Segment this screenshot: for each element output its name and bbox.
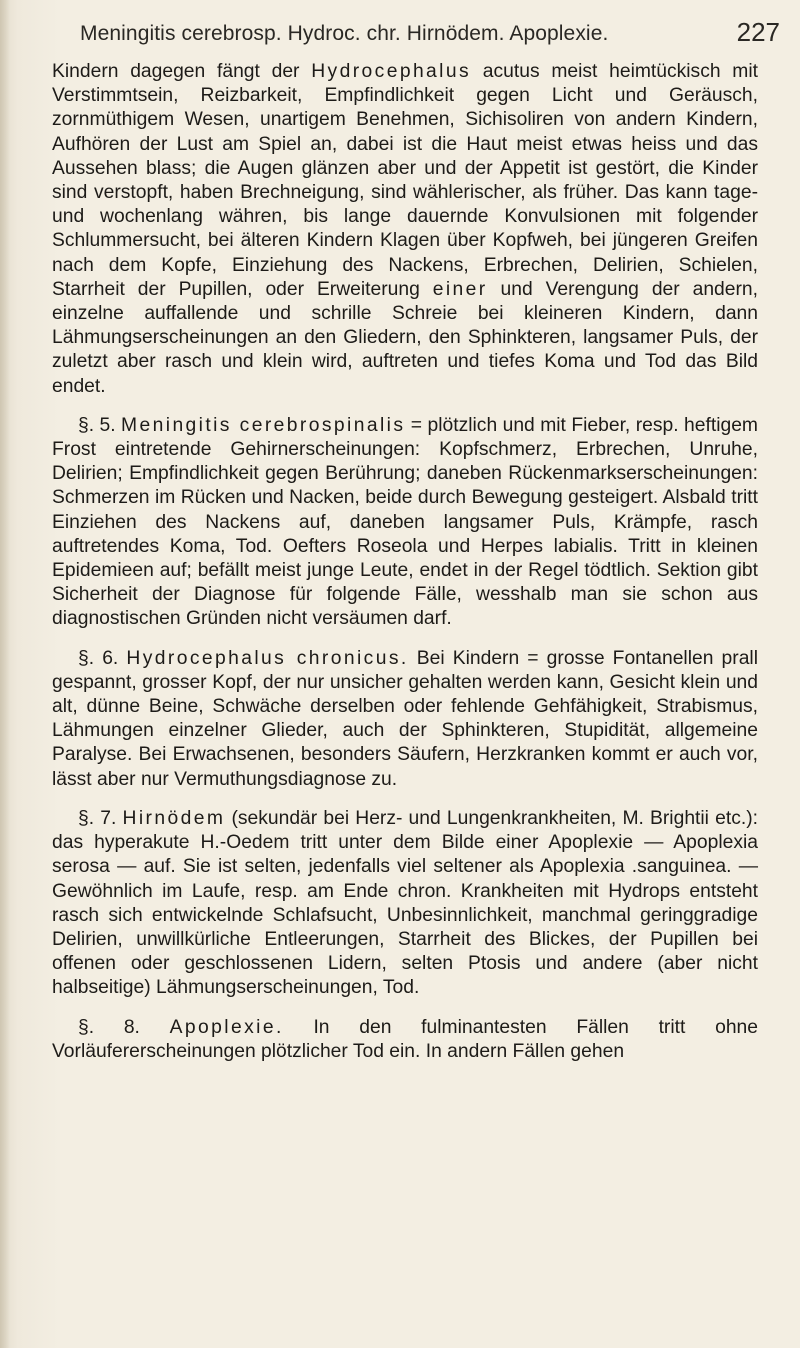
section-8-apoplexie: [52, 1016, 758, 1064]
running-title: Meningitis cerebrosp. Hydroc. chr. Hirnödem. Apoplexie.: [80, 22, 609, 45]
section-number: §. 8.: [78, 1016, 140, 1038]
paragraph-text: acutus meist heimtückisch mit Verstimmtsein, Reizbarkeit, Empfindlichkeit gegen Licht und Geräusch, zornmüthigem Wesen, unartigem Benehmen, Sichisoliren von andern Kindern, Aufhören der Lust am Spiel an, dabei ist die Haut meist etwas heiss und das Aussehen blass; die Augen glänzen aber und der Appetit ist gestört, die Kinder sind verstopft, haben Brechneigung, sind wählerischer, als früher. Das kann tage- und wochenlang währen, bis lange dauernde Konvulsionen mit folgender Schlummersucht, bei älteren Kindern Klagen über Kopfweh, bei jüngeren Greifen nach dem Kopfe, Einziehung des Nackens, Erbrechen, Delirien, Schielen, Starrheit der Pupillen, oder Erweiterung: [52, 61, 759, 300]
paragraph-text: Kindern dagegen fängt der: [52, 61, 312, 82]
paragraph-text: = plötzlich und mit Fieber, resp. heftigem Frost eintretende Gehirnerscheinungen: Kopfschmerz, Erbrechen, Unruhe, Delirien; Empfindlichkeit gegen Berührung; daneben Rückenmarkserscheinungen: Schmerzen im Rücken und Nacken, beide durch Bewegung gesteigert. Alsbald tritt Einziehen des Nackens auf, daneben langsamer Puls, Krämpfe, rasch auftretendes Koma, Tod. Oefters Roseola und Herpes labialis. Tritt in kleinen Epidemieen auf; befällt meist junge Leute, endet in der Regel tödtlich. Sektion gibt Sicherheit der Diagnose für folgende Fälle, wesshalb man sie schon aus diagnostischen Gründen nicht versäumen darf.: [52, 414, 758, 630]
page-header: [80, 14, 780, 54]
paragraph-text: In den fulminantesten Fällen tritt ohne Vorläufererscheinungen plötzlicher Tod ein. In andern Fällen gehen: [52, 1016, 758, 1062]
section-number: §. 6.: [78, 647, 119, 669]
emphasized-word: einer: [432, 278, 488, 300]
body-text: [52, 60, 758, 1064]
emphasized-term: Hydrocephalus: [311, 61, 472, 82]
section-number: §. 7.: [78, 807, 117, 829]
spine-shadow: [0, 0, 10, 1348]
paragraph-text: und Verengung der andern, einzelne auffallende und schrille Schreie bei kleineren Kindern, dann Lähmungserscheinungen an den Gliedern, den Sphinkteren, langsamer Puls, der zuletzt aber rasch und klein wird, auftreten und tiefes Koma und Tod das Bild endet.: [52, 278, 758, 397]
page-number: 227: [736, 17, 780, 47]
section-7-hirnoedem: [52, 807, 758, 1001]
section-heading: Hirnödem: [122, 807, 226, 829]
section-number: §. 5.: [78, 414, 116, 436]
section-heading: Apoplexie.: [169, 1016, 284, 1038]
paragraph-text: Bei Kindern = grosse Fontanellen prall gespannt, grosser Kopf, der nur unsicher gehalten werden kann, Gesicht klein und alt, dünne Beine, Schwäche derselben oder fehlende Gehfähigkeit, Strabismus, Lähmungen einzelner Glieder, auch der Sphinkteren, Stupidität, allgemeine Paralyse. Bei Erwachsenen, besonders Säufern, Herzkranken kommt er auch vor, lässt aber nur Vermuthungsdiagnose zu.: [52, 647, 758, 790]
paragraph-text: (sekundär bei Herz- und Lungenkrankheiten, M. Brightii etc.): das hyperakute H.-Oedem tritt unter dem Bilde einer Apoplexie — Apoplexia serosa — auf. Sie ist selten, jedenfalls viel seltener als Apoplexia .sanguinea. — Gewöhnlich im Laufe, resp. am Ende chron. Krankheiten mit Hydrops entsteht rasch sich entwickelnde Schlafsucht, Unbesinnlichkeit, manchmal geringgradige Delirien, unwillkürliche Entleerungen, Starrheit des Blickes, der Pupillen bei offenen oder geschlossenen Lidern, selten Ptosis und andere (aber nicht halbseitige) Lähmungserscheinungen, Tod.: [52, 807, 758, 999]
section-6-hydrocephalus-chronicus: [52, 647, 758, 792]
section-heading: Hydrocephalus chronicus.: [126, 647, 409, 669]
paragraph-hydrocephalus-acutus: [52, 60, 758, 399]
section-heading: Meningitis cerebrospinalis: [121, 414, 406, 436]
section-5-meningitis: [52, 414, 758, 632]
